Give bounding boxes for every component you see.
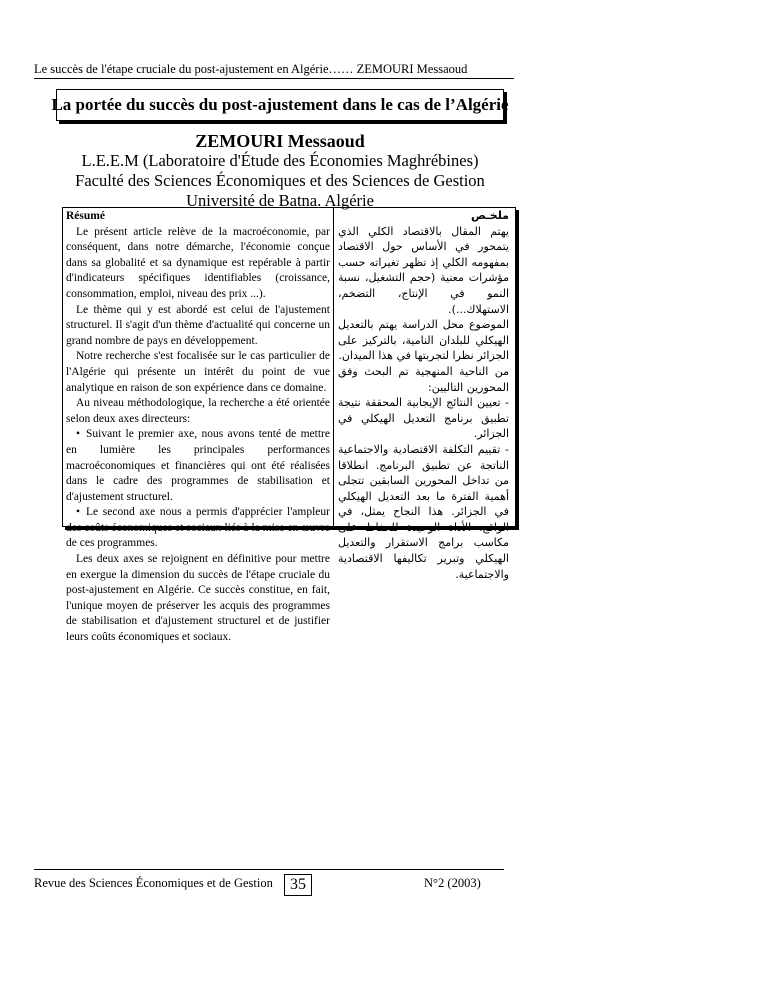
abstract-arabic-paragraph: من الناحية المنهجية تم البحث وفق المحورين التاليين: bbox=[338, 364, 509, 394]
footer-issue: N°2 (2003) bbox=[424, 876, 481, 890]
abstract-french-paragraph: Le thème qui y est abordé est celui de l'ajustement structurel. Il s'agit d'un thème d'actualité qui concerne un grand nombre de pays en développement. bbox=[66, 303, 330, 347]
article-title-box bbox=[51, 89, 509, 121]
abstract-french-axes-list bbox=[66, 427, 330, 552]
affiliation-university: Université de Batna. Algérie bbox=[186, 191, 374, 210]
abstract-french-closing: Les deux axes se rejoignent en définitive pour mettre en exergue la dimension du succès de l'étape cruciale du post-ajustement en Algérie. Ce succès constitue, en fait, l'unique moyen de préserver les acquis des programmes de stabilisation et d'ajustement structurel et de justifier leurs coûts économiques et sociaux. bbox=[66, 553, 330, 644]
abstract-french-paragraph: Notre recherche s'est focalisée sur le cas particulier de l'Algérie qui présente un intérêt du point de vue analytique en raison de son expérience dans ce domaine. bbox=[66, 350, 330, 394]
abstract-box bbox=[62, 207, 516, 644]
abstract-french-heading: Résumé bbox=[66, 210, 105, 222]
article-title: La portée du succès du post-ajustement dans le cas de l’Algérie bbox=[51, 95, 509, 114]
author-block bbox=[0, 131, 560, 211]
author-name: ZEMOURI Messaoud bbox=[195, 131, 365, 151]
page-number: 35 bbox=[284, 874, 312, 896]
abstract-french bbox=[63, 208, 334, 644]
abstract-french-axis-item: • Le second axe nous a permis d'apprécier l'ampleur des coûts économiques et sociaux liés à la mise en œuvre de ces programmes. bbox=[66, 505, 330, 552]
abstract-french-paragraph: Au niveau méthodologique, la recherche a été orientée selon deux axes directeurs: bbox=[66, 397, 330, 425]
affiliation-faculty: Faculté des Sciences Économiques et des Sciences de Gestion bbox=[75, 171, 485, 190]
abstract-arabic-paragraph: - تقييم التكلفة الاقتصادية والاجتماعية الناتجة عن تطبيق البرنامج. انطلاقا من تداخل المحورين السابقين تتجلى أهمية الفترة ما بعد التعديل الهيكلي في الجزائر. هذا النجاح يمثل، في الواقع، الأداة الوحيدة للحفاظ على مكاسب برامج الاستقرار والتعديل الهيكلي وتبرير تكاليفها الاقتصادية والاجتماعية. bbox=[338, 442, 509, 581]
abstract-french-paragraph: Le présent article relève de la macroéconomie, par conséquent, dans notre démarche, l'économie conçue dans sa globalité et sa dynamique est repérable à partir d'indicateurs spécifiques identifiables (croissance, consommation, emploi, niveau des prix ...). bbox=[66, 225, 330, 300]
abstract-arabic-paragraph: - تعيين النتائج الإيجابية المحققة نتيجة تطبيق برنامج التعديل الهيكلي في الجزائر. bbox=[338, 396, 509, 441]
abstract-french-axis-item: • Suivant le premier axe, nous avons tenté de mettre en lumière les principales performances macroéconomiques et financières qui ont été réalisées dans le cadre des programmes de stabilisation et d'ajustement structurel. bbox=[66, 427, 330, 505]
abstract-arabic-heading: ملخـص bbox=[471, 209, 509, 222]
abstract-arabic-paragraph: يهتم المقال بالاقتصاد الكلي الذي يتمحور في الأساس حول الاقتصاد بمفهومه الكلي إذ تظهر تغيراته حسب مؤشرات معنية (حجم التشغيل، نسبة النمو في الإنتاج، التضخم، الاستهلاك...). bbox=[338, 224, 509, 316]
abstract-arabic bbox=[334, 208, 515, 581]
affiliation-laboratory: L.E.E.M (Laboratoire d'Étude des Économies Maghrébines) bbox=[81, 151, 479, 170]
footer-journal-name: Revue des Sciences Économiques et de Gestion bbox=[34, 876, 273, 890]
abstract-arabic-paragraph: الموضوع محل الدراسة يهتم بالتعديل الهيكلي للبلدان النامية، بالتركيز على الجزائر نظرا لتجربتها في هذا الميدان. bbox=[338, 318, 509, 363]
footer-rule bbox=[34, 869, 504, 870]
running-header: Le succès de l'étape cruciale du post-ajustement en Algérie…… ZEMOURI Messaoud bbox=[34, 62, 514, 79]
